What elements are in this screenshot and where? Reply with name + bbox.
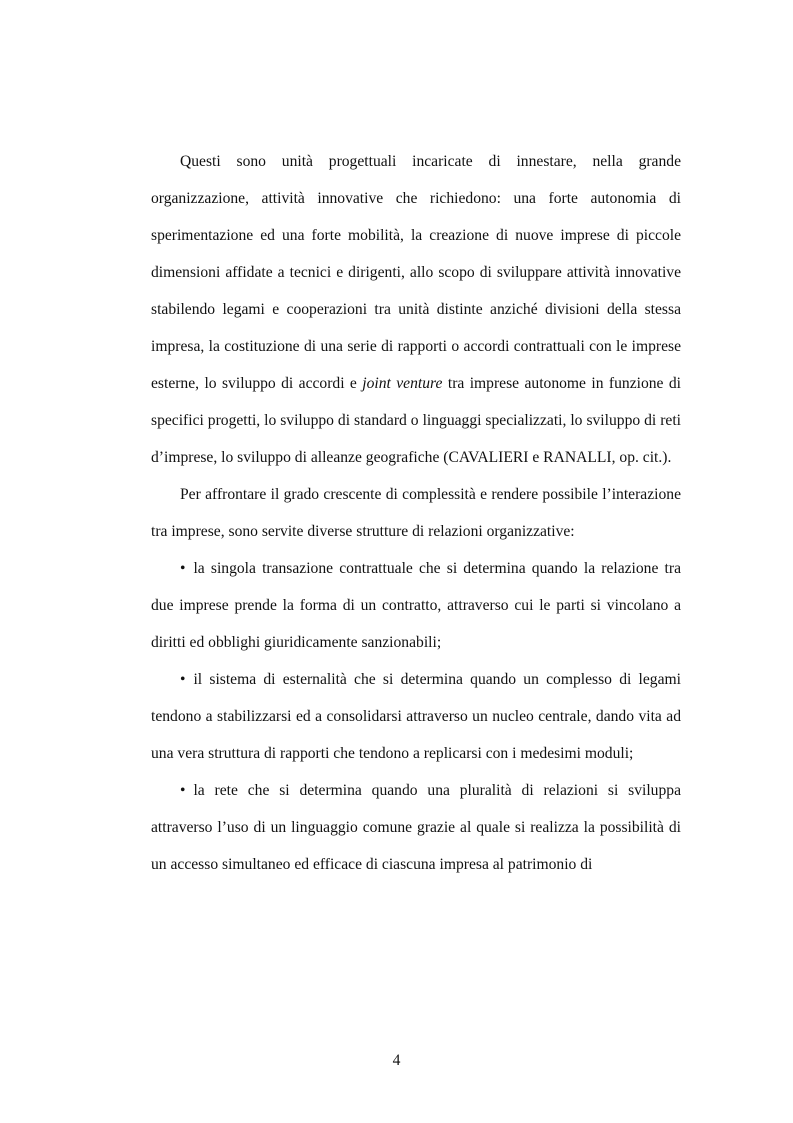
bullet-icon: •: [180, 560, 186, 577]
bullet-icon: •: [180, 671, 186, 688]
page-number: 4: [392, 1052, 401, 1069]
bullet-item-3: [151, 772, 681, 883]
bullet-item-2: [151, 661, 681, 772]
paragraph-2: Per affrontare il grado crescente di complessità e rendere possibile l’interazione tra imprese, sono servite diverse strutture di relazioni organizzative:: [151, 486, 681, 540]
bullet-icon: •: [180, 782, 186, 799]
bullet-item-3-text: la rete che si determina quando una pluralità di relazioni si sviluppa attraverso l’uso di un linguaggio comune grazie al quale si realizza la possibilità di un accesso simultaneo ed efficace di ciascuna impresa al patrimonio di: [151, 782, 681, 873]
body-text: [151, 143, 681, 883]
paragraph-1: [151, 143, 681, 476]
paragraph-1-text: Questi sono unità progettuali incaricate di innestare, nella grande organizzazione, attività innovative che richiedono: una forte autonomia di sperimentazione ed una forte mobilità, la creazione di nuove imprese di piccole dimensioni affidate a tecnici e dirigenti, allo scopo di sviluppare attività innovative stabilendo legami e cooperazioni tra unità distinte anziché divisioni della stessa impresa, la costituzione di una serie di rapporti o accordi contrattuali con le imprese esterne, lo sviluppo di accordi e: [151, 153, 681, 392]
paragraph-1-rest: tra imprese autonome in funzione di specifici progetti, lo sviluppo di standard o linguaggi specializzati, lo sviluppo di reti d’imprese, lo sviluppo di alleanze geografiche (CAVALIERI e RANALLI, op. cit.).: [151, 375, 681, 466]
paragraph-1-italic: joint venture: [362, 375, 443, 392]
bullet-item-1-text: la singola transazione contrattuale che si determina quando la relazione tra due imprese prende la forma di un contratto, attraverso cui le parti si vincolano a diritti ed obblighi giuridicamente sanzionabili;: [151, 560, 681, 651]
bullet-item-2-text: il sistema di esternalità che si determina quando un complesso di legami tendono a stabilizzarsi ed a consolidarsi attraverso un nucleo centrale, dando vita ad una vera struttura di rapporti che tendono a replicarsi con i medesimi moduli;: [151, 671, 681, 762]
bullet-item-1: [151, 550, 681, 661]
